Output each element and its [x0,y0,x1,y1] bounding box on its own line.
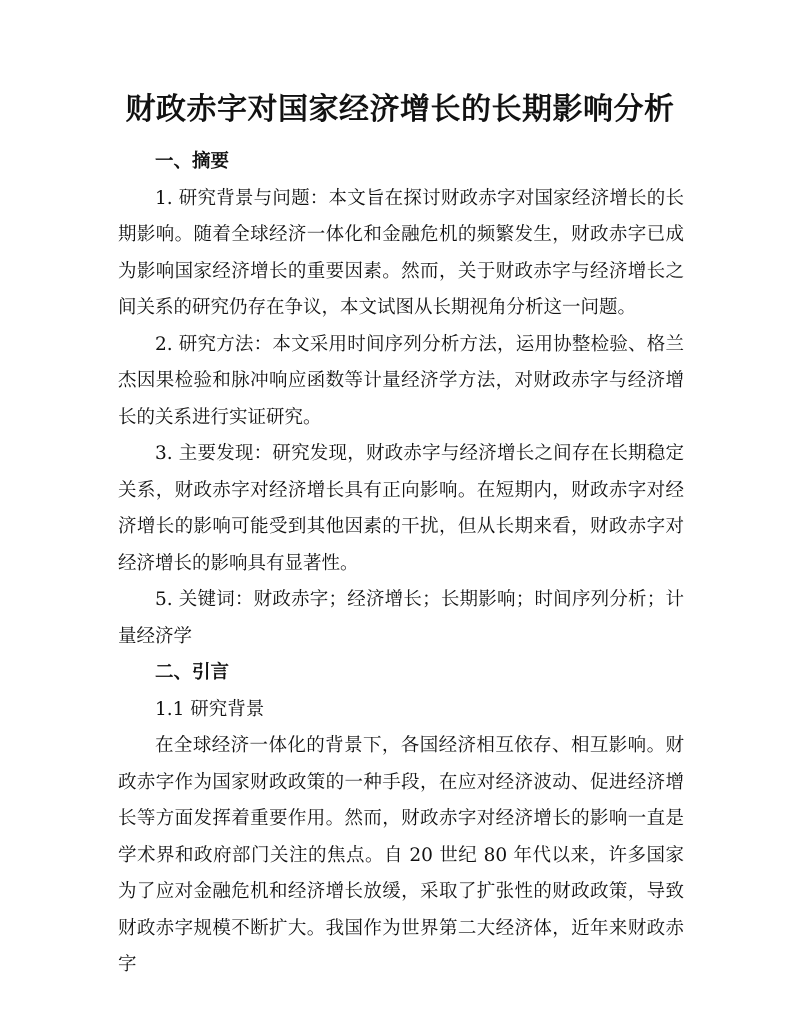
abstract-heading: 一、摘要 [155,151,230,172]
document-title: 财政赤字对国家经济增长的长期影响分析 [125,92,675,127]
intro-heading: 二、引言 [155,662,230,683]
intro-paragraph: 在全球经济一体化的背景下，各国经济相互依存、相互影响。财政赤字作为国家财政政策的一种手段，在应对经济波动、促进经济增长等方面发挥着重要作用。然而，财政赤字对经济增长的影响一直是学术界和政府部门关注的焦点。自 20 世纪 80 年代以来，许多国家为了应对金融危机和经济增长放缓，采取了扩张性的财政政策，导致财政赤字规模不断扩大。我国作为世界第二大经济体，近年来财政赤字 [118,735,684,975]
abstract-item-keywords: 5. 关键词：财政赤字；经济增长；长期影响；时间序列分析；计量经济学 [118,589,684,647]
abstract-item-findings: 3. 主要发现：研究发现，财政赤字与经济增长之间存在长期稳定关系，财政赤字对经济增长具有正向影响。在短期内，财政赤字对经济增长的影响可能受到其他因素的干扰，但从长期来看，财政赤字对经济增长的影响具有显著性。 [118,443,684,574]
abstract-item-background: 1. 研究背景与问题：本文旨在探讨财政赤字对国家经济增长的长期影响。随着全球经济一体化和金融危机的频繁发生，财政赤字已成为影响国家经济增长的重要因素。然而，关于财政赤字与经济增长之间关系的研究仍存在争议，本文试图从长期视角分析这一问题。 [118,187,684,318]
abstract-item-method: 2. 研究方法：本文采用时间序列分析方法，运用协整检验、格兰杰因果检验和脉冲响应函数等计量经济学方法，对财政赤字与经济增长的关系进行实证研究。 [118,333,684,428]
intro-subheading: 1.1 研究背景 [155,698,265,720]
document-body [118,144,684,984]
